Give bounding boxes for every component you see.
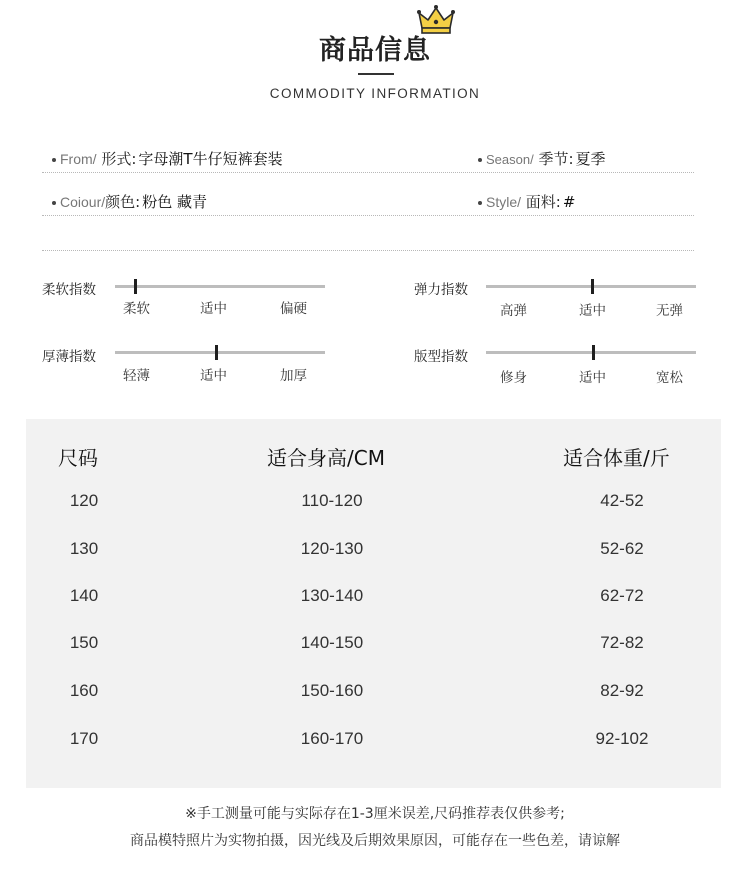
thickness-option: 适中 <box>200 368 227 384</box>
softness-label: 柔软指数 <box>42 282 96 298</box>
elasticity-option: 适中 <box>579 303 606 319</box>
table-header-height: 适合身高/CM <box>267 446 385 470</box>
softness-marker <box>134 279 137 294</box>
table-cell: 92-102 <box>595 729 649 748</box>
title-underline <box>358 73 394 75</box>
info-colour-cn: 颜色: <box>105 193 141 211</box>
info-from-cn: 形式: <box>101 150 137 168</box>
info-season-value: 夏季 <box>575 150 606 168</box>
table-cell: 150-160 <box>300 681 364 700</box>
bullet-icon <box>478 201 482 205</box>
thickness-marker <box>215 345 218 360</box>
info-season <box>478 148 606 169</box>
fit-option: 宽松 <box>656 370 683 386</box>
info-colour-en: Coiour/ <box>60 194 106 210</box>
info-style-cn: 面料: <box>525 193 561 211</box>
table-cell: 140-150 <box>300 633 364 652</box>
fit-option: 适中 <box>579 370 606 386</box>
table-cell: 62-72 <box>600 586 644 605</box>
bullet-icon <box>478 158 482 162</box>
info-from-value: 字母潮T牛仔短裤套装 <box>138 150 283 168</box>
table-cell: 160-170 <box>300 729 364 748</box>
divider <box>42 172 694 173</box>
table-cell: 82-92 <box>600 681 644 700</box>
table-cell: 120 <box>69 491 99 510</box>
table-cell: 130 <box>69 539 99 558</box>
table-header-size: 尺码 <box>58 446 98 470</box>
note-line-1: ※手工测量可能与实际存在1-3厘米误差,尺码推荐表仅供参考; <box>185 806 565 822</box>
page-title: 商品信息 <box>319 35 431 66</box>
table-cell: 120-130 <box>300 539 364 558</box>
divider <box>42 215 694 216</box>
bullet-icon <box>52 201 56 205</box>
elasticity-marker <box>591 279 594 294</box>
note-line-2: 商品模特照片为实物拍摄，因光线及后期效果原因，可能存在一些色差，请谅解 <box>130 833 620 849</box>
info-style <box>478 191 575 212</box>
crown-icon <box>416 4 456 38</box>
table-cell: 170 <box>69 729 99 748</box>
table-cell: 160 <box>69 681 99 700</box>
table-cell: 42-52 <box>600 491 644 510</box>
elasticity-option: 无弹 <box>656 303 683 319</box>
thickness-option: 轻薄 <box>123 368 150 384</box>
table-cell: 150 <box>69 633 99 652</box>
info-style-value: # <box>562 193 576 211</box>
thickness-track <box>115 351 325 354</box>
table-cell: 72-82 <box>600 633 644 652</box>
bullet-icon <box>52 158 56 162</box>
fit-track <box>486 351 696 354</box>
info-season-cn: 季节: <box>538 150 574 168</box>
thickness-label: 厚薄指数 <box>42 349 96 365</box>
table-cell: 130-140 <box>300 586 364 605</box>
softness-option: 偏硬 <box>280 301 307 317</box>
divider <box>42 250 694 251</box>
table-header-weight: 适合体重/斤 <box>563 446 670 470</box>
table-cell: 140 <box>69 586 99 605</box>
fit-option: 修身 <box>500 370 527 386</box>
page-subtitle: COMMODITY INFORMATION <box>269 86 481 101</box>
thickness-option: 加厚 <box>280 368 307 384</box>
info-colour-value: 粉色 藏青 <box>142 193 207 211</box>
softness-option: 柔软 <box>123 301 150 317</box>
info-from-en: From/ <box>60 151 97 167</box>
table-cell: 110-120 <box>301 491 363 510</box>
elasticity-label: 弹力指数 <box>414 282 468 298</box>
info-style-en: Style/ <box>486 194 522 210</box>
info-season-en: Season/ <box>486 152 534 167</box>
fit-marker <box>592 345 595 360</box>
info-from <box>52 148 283 169</box>
softness-option: 适中 <box>200 301 227 317</box>
softness-track <box>115 285 325 288</box>
info-colour <box>52 191 207 212</box>
fit-label: 版型指数 <box>414 349 468 365</box>
elasticity-option: 高弹 <box>500 303 527 319</box>
table-cell: 52-62 <box>600 539 644 558</box>
